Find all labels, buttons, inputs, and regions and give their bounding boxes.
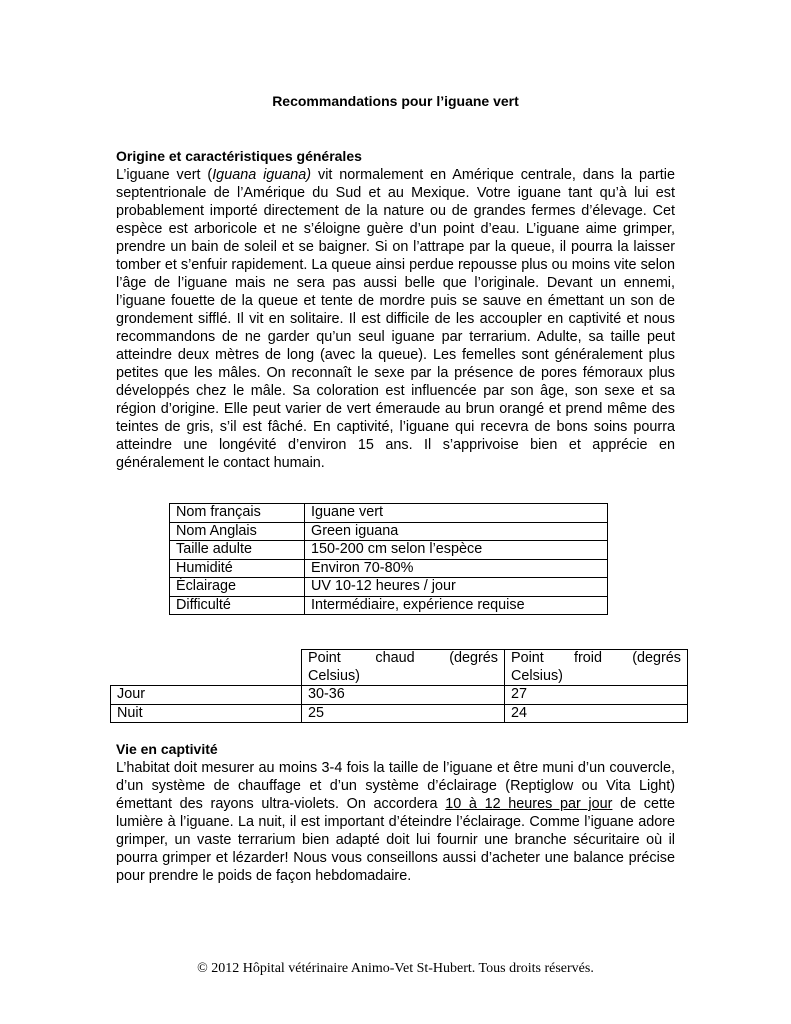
table-row: [111, 704, 688, 723]
table-cell-value: Environ 70-80%: [305, 559, 608, 578]
table-cell-label: Nom Anglais: [170, 522, 305, 541]
table-row: [170, 578, 608, 597]
table-cell-period: Jour: [111, 686, 302, 705]
paragraph-captivite-rest: de cette lumière à l’iguane. La nuit, il est important d’éteindre l’éclairage. Comme l’iguane adore grimper, un vaste terrarium bien adapté doit lui fournir une branche sécuritaire où il pourra grimper et lézarder! Nous vous conseillons aussi d’acheter une balance précise pour prendre le poids de façon hebdomadaire.: [116, 796, 675, 884]
table-cell-value: Intermédiaire, expérience requise: [305, 596, 608, 615]
paragraph-captivite: [116, 759, 675, 885]
table-row: [170, 522, 608, 541]
table-cell-value: Iguane vert: [305, 504, 608, 523]
table-row: [170, 559, 608, 578]
paragraph-origine-start: L’iguane vert (: [116, 167, 213, 183]
table-row: [111, 686, 688, 705]
header-cold-line1: Point froid (degrés: [511, 650, 681, 666]
temperature-table: [110, 649, 688, 723]
table-cell-hot: 25: [302, 704, 505, 723]
table-cell-label: Humidité: [170, 559, 305, 578]
table-row: [170, 596, 608, 615]
table-row: [170, 504, 608, 523]
table-row: [170, 541, 608, 560]
table-cell-period: Nuit: [111, 704, 302, 723]
table-cell-value: 150-200 cm selon l’espèce: [305, 541, 608, 560]
header-cold-spot: [505, 650, 688, 686]
section-heading-captivite: Vie en captivité: [116, 741, 218, 757]
lighting-duration-underlined: 10 à 12 heures par jour: [445, 796, 613, 812]
paragraph-origine-rest: vit normalement en Amérique centrale, dans la partie septentrionale de l’Amérique du Sud et au Mexique. Votre iguane tant qu’à lui est probablement importé directement de la nature ou de grandes fermes d’élevage. Cet espèce est arboricole et ne s’éloigne guère d’un point d’eau. L’iguane aime grimper, prendre un bain de soleil et se baigner. Si on l’attrape par la queue, il pourra la laisser tomber et s’enfuir rapidement. La queue ainsi perdue repousse plus ou moins vite selon l’âge de l’iguane mais ne sera pas aussi belle que l’originale. Devant un ennemi, l’iguane fouette de la queue et tente de mordre puis se sauve en émettant un son de grondement sifflé. Il vit en solitaire. Il est difficile de les accoupler en captivité et nous recommandons de ne garder qu’un seul iguane par terrarium. Adulte, sa taille peut atteindre deux mètres de long (avec la queue). Les femelles sont généralement plus petites que les mâles. On reconnaît le sexe par la présence de pores fémoraux plus développés chez le mâle. Sa coloration est influencée par son âge, son sexe et sa région d’origine. Elle peut varier de vert émeraude au brun orangé et prend même des teintes de gris, s’il est fâché. En captivité, l’iguane qui recevra de bons soins pourra atteindre une longévité d’environ 15 ans. Il s’apprivoise bien et apprécie en généralement le contact humain.: [116, 167, 675, 471]
header-hot-spot: [302, 650, 505, 686]
table-cell-label: Taille adulte: [170, 541, 305, 560]
table-cell-hot: 30-36: [302, 686, 505, 705]
table-cell-cold: 24: [505, 704, 688, 723]
species-latin-name: Iguana iguana): [212, 167, 312, 183]
header-hot-line2: Celsius): [308, 667, 360, 684]
table-cell-value: Green iguana: [305, 522, 608, 541]
table-header-row: [111, 650, 688, 686]
section-heading-origine: Origine et caractéristiques générales: [116, 148, 362, 164]
page-title: Recommandations pour l’iguane vert: [272, 93, 519, 109]
copyright-footer: © 2012 Hôpital vétérinaire Animo-Vet St-Hubert. Tous droits réservés.: [197, 961, 594, 976]
paragraph-captivite-start: L’habitat doit mesurer au moins 3-4 fois la taille de l’iguane et être muni d’un couvercle, d’un système de chauffage et d’un système d’éclairage (Reptiglow ou Vita Light) émettant des rayons ultra-violets. On accordera: [116, 760, 675, 812]
paragraph-origine: [116, 166, 675, 472]
header-cold-line2: Celsius): [511, 667, 563, 684]
table-cell-value: UV 10-12 heures / jour: [305, 578, 608, 597]
table-cell-cold: 27: [505, 686, 688, 705]
header-hot-line1: Point chaud (degrés: [308, 650, 498, 666]
table-corner-cell: [111, 650, 302, 686]
table-cell-label: Éclairage: [170, 578, 305, 597]
table-cell-label: Nom français: [170, 504, 305, 523]
table-cell-label: Difficulté: [170, 596, 305, 615]
species-info-table: [169, 503, 608, 615]
